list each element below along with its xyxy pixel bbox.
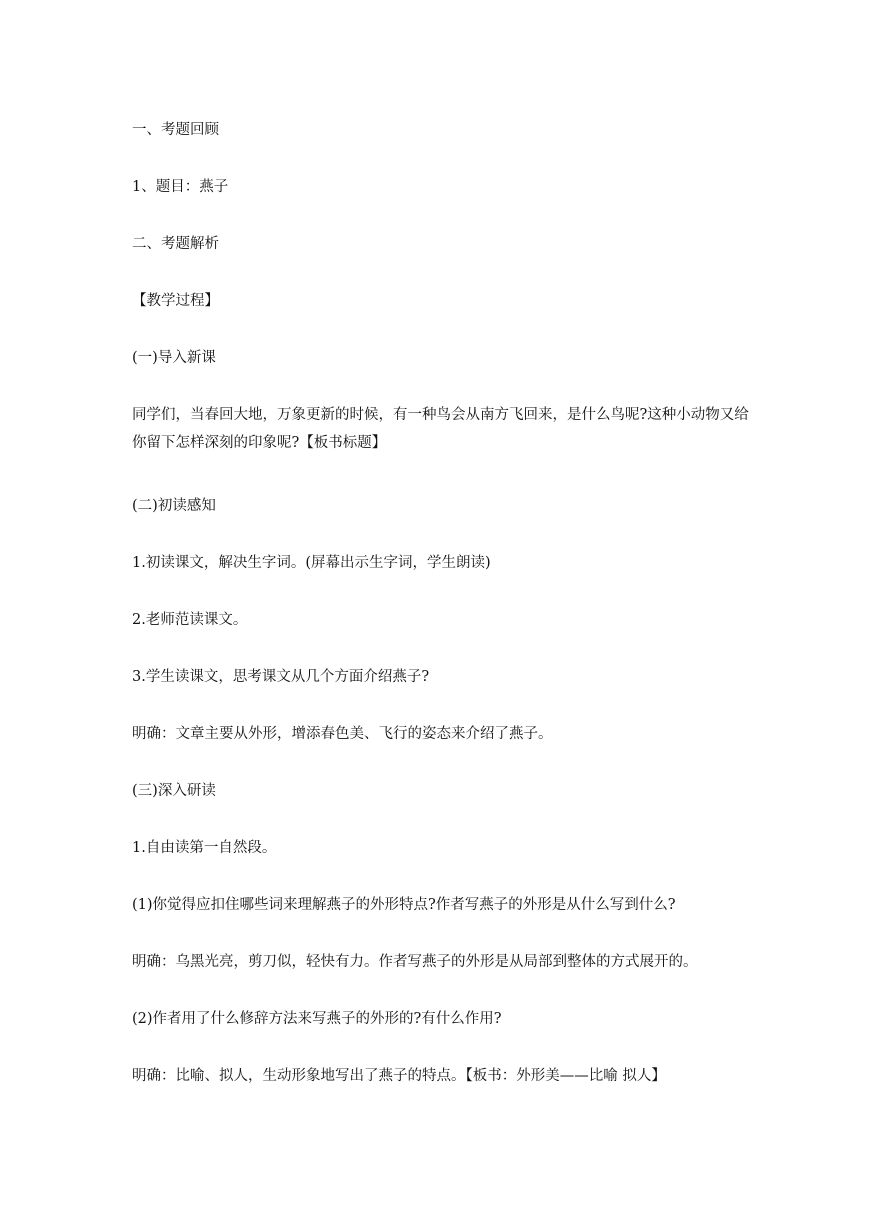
part-3-answer-2: 明确：比喻、拟人，生动形象地写出了燕子的特点。【板书：外形美——比喻 拟人】 — [132, 1068, 666, 1084]
part-3-answer-1: 明确：乌黑光亮，剪刀似，轻快有力。作者写燕子的外形是从局部到整体的方式展开的。 — [132, 954, 698, 970]
part-2-step-3: 3.学生读课文，思考课文从几个方面介绍燕子? — [132, 669, 430, 685]
part-3-question-1: (1)你觉得应扣住哪些词来理解燕子的外形特点?作者写燕子的外形是从什么写到什么? — [132, 897, 676, 913]
part-2-step-1: 1.初读课文，解决生字词。(屏幕出示生字词，学生朗读) — [132, 555, 491, 571]
section-1-heading: 一、考题回顾 — [132, 122, 219, 138]
part-2-step-2: 2.老师范读课文。 — [132, 612, 248, 628]
part-3-heading: (三)深入研读 — [132, 783, 216, 799]
teaching-process-heading: 【教学过程】 — [132, 293, 219, 309]
part-1-paragraph: 同学们，当春回大地，万象更新的时候，有一种鸟会从南方飞回来，是什么鸟呢?这种小动物又给你留下怎样深刻的印象呢?【板书标题】 — [132, 407, 749, 451]
section-2-heading: 二、考题解析 — [132, 236, 219, 252]
part-2-heading: (二)初读感知 — [132, 498, 216, 514]
part-3-step-1: 1.自由读第一自然段。 — [132, 840, 277, 856]
part-2-answer: 明确：文章主要从外形，增添春色美、飞行的姿态来介绍了燕子。 — [132, 726, 553, 742]
part-1-heading: (一)导入新课 — [132, 350, 216, 366]
part-3-question-2: (2)作者用了什么修辞方法来写燕子的外形的?有什么作用? — [132, 1011, 502, 1027]
topic-line: 1、题目：燕子 — [132, 179, 229, 195]
